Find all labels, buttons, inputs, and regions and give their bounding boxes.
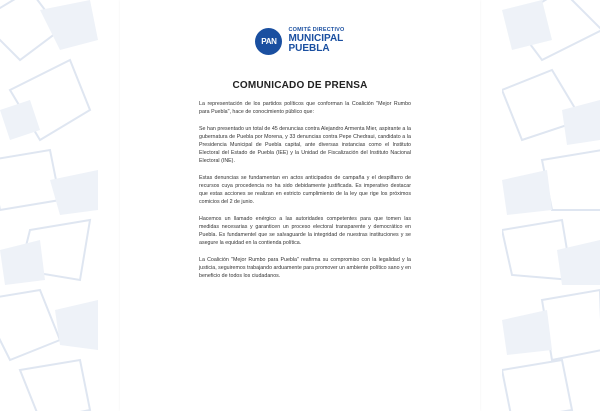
right-decorative-pattern — [502, 0, 600, 411]
org-line-1: COMITÉ DIRECTIVO — [288, 27, 345, 34]
paragraph-2: Se han presentado un total de 45 denuncias contra Alejandro Armenta Mier, aspirante a la gubernatura de Puebla por Morena, y 33 denuncias contra Pepe Chedraui, candidato a la Presidencia Municipal de Puebla capital, ante diversas instancias como el Instituto Electoral del Estado de Puebla (IEE) y la Unidad de Fiscalización del Instituto Nacional Electoral (INE). — [199, 126, 411, 164]
left-decorative-pattern — [0, 0, 98, 411]
paragraph-3: Estas denuncias se fundamentan en actos anticipados de campaña y el despilfarro de recursos cuya procedencia no ha sido debidamente justificada. Es imperativo destacar que estas acciones se realizan en estricto cumplimiento de la ley que rige los próximos comicios del 2 de junio. — [199, 175, 411, 205]
org-line-2: MUNICIPAL — [288, 32, 344, 44]
press-release-sheet — [120, 0, 480, 411]
pan-logo — [255, 28, 282, 55]
paragraph-4: Hacemos un llamado enérgico a las autoridades competentes para que tomen las medidas necesarias y garanticen un proceso electoral transparente y democrático en Puebla. Es fundamentel que se salvaguarde la integridad de nuestras instituciones y se asegure la equidad en la contienda política. — [199, 216, 411, 246]
paragraph-5: La Coalición "Mejor Rumbo para Puebla" reafirma su compromiso con la legalidad y la justicia, seguiremos trabajando arduamente para promover un ambiente político sano y en beneficio de todos los ciudadanos. — [199, 257, 411, 279]
paragraph-1: La representación de los partidos políticos que conforman la Coalición "Mejor Rumbo para Puebla", hace de conocimiento público que: — [199, 101, 411, 115]
org-line-3: PUEBLA — [288, 42, 330, 54]
document-title: COMUNICADO DE PRENSA — [232, 80, 368, 91]
document-body — [199, 100, 411, 289]
letterhead — [120, 24, 480, 58]
pan-logo-text: PAN — [261, 36, 277, 46]
organization-name — [288, 28, 344, 54]
